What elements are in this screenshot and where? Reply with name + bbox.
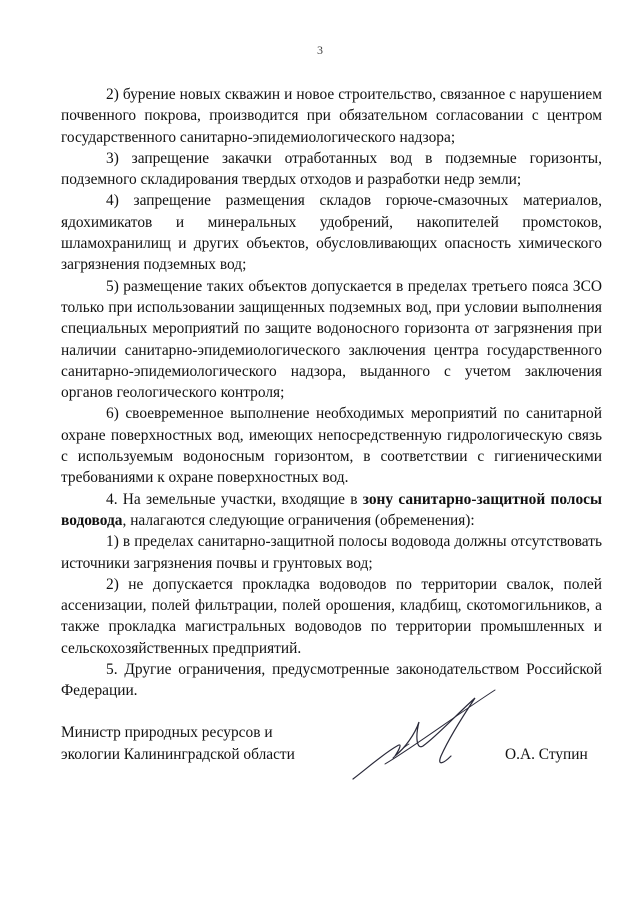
signatory-title-line2: экологии Калининградской области xyxy=(61,746,295,763)
signatory-name: О.А. Ступин xyxy=(505,746,588,763)
page-number: 3 xyxy=(317,43,323,57)
item-4-suffix: , налагаются следующие ограничения (обременения): xyxy=(122,511,475,529)
paragraph-placement-conditions: 5) размещение таких объектов допускается в пределах третьего пояса ЗСО только при использовании защищенных подземных вод, при условии выполнения специальных мероприятий по защите водоносного горизонта от загрязнения при наличии санитарно-эпидемиологического заключения центра государственного санитарно-эпидемиологического надзора, выданного с учетом заключения органов геологического контроля; xyxy=(61,277,602,402)
signatory-title xyxy=(61,722,321,766)
paragraph-pipeline-ban: 2) не допускается прокладка водоводов по территории свалок, полей ассенизации, полей фильтрации, полей орошения, кладбищ, скотомогильников, а также прокладка магистральных водоводов по территории промышленных и сельскохозяйственных предприятий. xyxy=(61,575,602,657)
paragraph-item-4 xyxy=(61,489,602,532)
item-4-prefix: 4. На земельные участки, входящие в xyxy=(106,490,363,508)
handwritten-signature xyxy=(345,686,505,786)
signatory-title-line1: Министр природных ресурсов и xyxy=(61,724,273,741)
paragraph-drilling: 2) бурение новых скважин и новое строительство, связанное с нарушением почвенного покрова, производится при обязательном согласовании с центром государственного санитарно-эпидемиологического надзора; xyxy=(61,86,602,146)
paragraph-surface-water: 6) своевременное выполнение необходимых мероприятий по санитарной охране поверхностных вод, имеющих непосредственную гидрологическую связь с используемым водоносным горизонтом, в соответствии с гигиеническими требованиями к охране поверхностных вод. xyxy=(61,405,602,487)
paragraph-storage-ban: 4) запрещение размещения складов горюче-смазочных материалов, ядохимикатов и минеральных удобрений, накопителей промстоков, шламохранилищ и других объектов, обусловливающих опасность химического загрязнения подземных вод; xyxy=(61,192,602,274)
paragraph-pollution-sources: 1) в пределах санитарно-защитной полосы водовода должны отсутствовать источники загрязнения почвы и грунтовых вод; xyxy=(61,533,602,572)
paragraph-injection-ban: 3) запрещение закачки отработанных вод в подземные горизонты, подземного складирования твердых отходов и разработки недр земли; xyxy=(61,149,602,189)
document-body xyxy=(61,84,602,702)
paragraph-other-restrictions: 5. Другие ограничения, предусмотренные законодательством Российской Федерации. xyxy=(61,661,602,700)
item-4-bold-zone: зону санитарно-защитной полосы водовода xyxy=(61,490,602,529)
